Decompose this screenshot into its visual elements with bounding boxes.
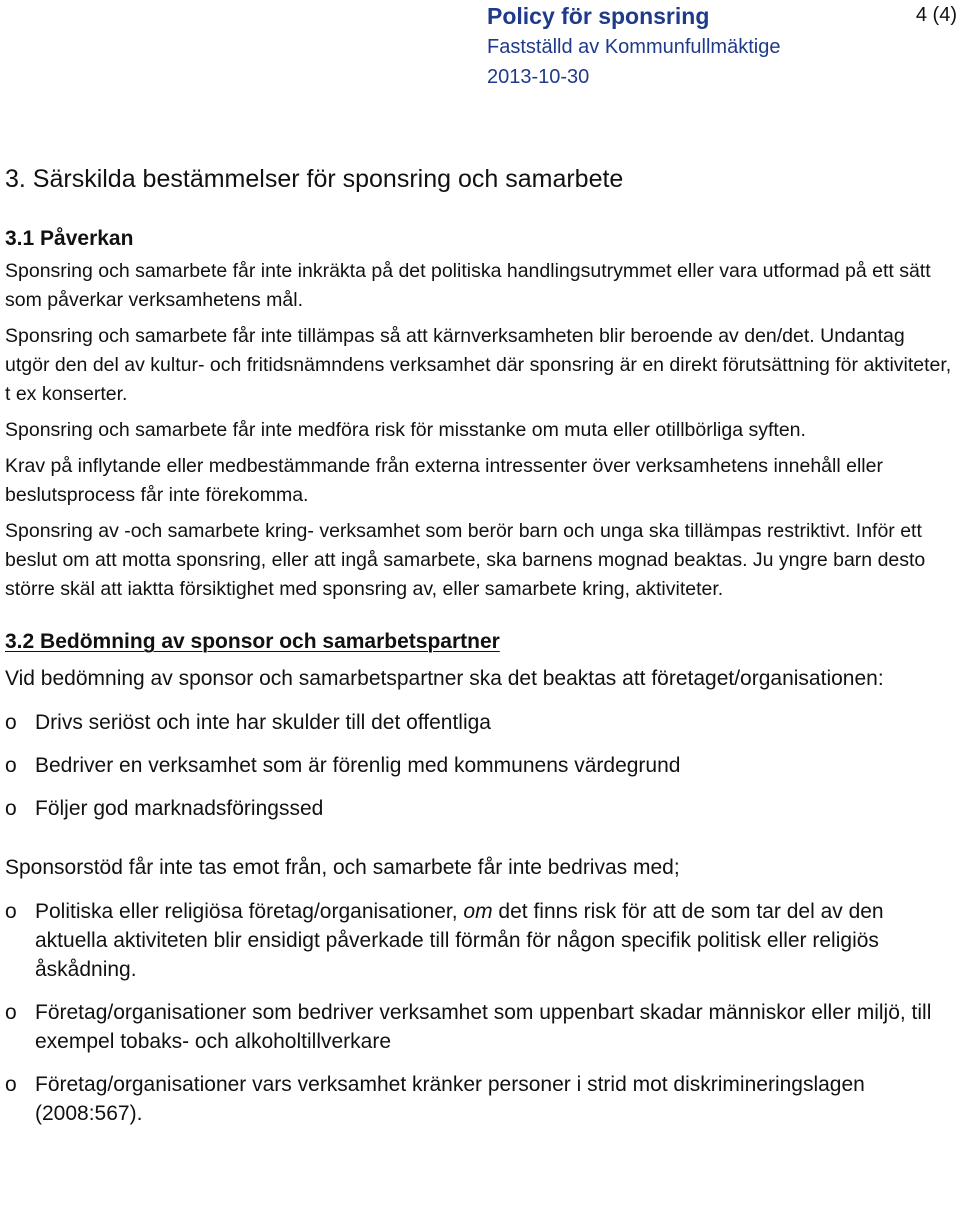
subsection-heading: 3.1 Påverkan (5, 227, 134, 250)
list-item (5, 998, 953, 1056)
paragraph: Sponsring av -och samarbete kring- verksamhet som berör barn och unga ska tillämpas restriktivt. Inför ett beslut om att motta sponsring, eller att ingå samarbete, ska barnens mognad beaktas. Ju yngre barn desto större skäl att iaktta försiktighet med sponsring av, eller samarbete kring, aktiviteter. (5, 520, 926, 600)
document-body (5, 163, 953, 1142)
list-item (5, 897, 953, 984)
bullet-icon: o (5, 900, 17, 923)
page-header (487, 0, 957, 100)
subsection-heading: 3.2 Bedömning av sponsor och samarbetspartner (5, 630, 500, 653)
bullet-icon: o (5, 1073, 17, 1096)
list-item (5, 751, 953, 780)
page-number: 4 (4) (915, 4, 957, 26)
list-item-text: Drivs seriöst och inte har skulder till det offentliga (35, 711, 491, 734)
emphasis-text: om (463, 900, 493, 923)
paragraph: Vid bedömning av sponsor och samarbetspartner ska det beaktas att företaget/organisationen: (5, 667, 884, 690)
document-subtitle: Fastställd av Kommunfullmäktige (487, 36, 781, 58)
paragraph: Krav på inflytande eller medbestämmande från externa intressenter över verksamhetens innehåll eller beslutsprocess får inte förekomma. (5, 455, 883, 506)
document-date: 2013-10-30 (487, 66, 590, 88)
paragraph: Sponsorstöd får inte tas emot från, och samarbete får inte bedrivas med; (5, 856, 680, 879)
paragraph: Sponsring och samarbete får inte inkräkta på det politiska handlingsutrymmet eller vara utformad på ett sätt som påverkar verksamhetens mål. (5, 260, 931, 311)
list-item (5, 1070, 953, 1128)
list-item-text: Följer god marknadsföringssed (35, 797, 324, 820)
list-item-text: Bedriver en verksamhet som är förenlig med kommunens värdegrund (35, 754, 681, 777)
subsection-3-1 (5, 225, 953, 604)
bullet-icon: o (5, 711, 17, 734)
subsection-3-2 (5, 628, 953, 1128)
paragraph: Sponsring och samarbete får inte tillämpas så att kärnverksamheten blir beroende av den/det. Undantag utgör den del av kultur- och fritidsnämndens verksamhet där sponsring är en direkt förutsättning för aktiviteter, t ex konserter. (5, 325, 952, 405)
list-item-text: Företag/organisationer som bedriver verksamhet som uppenbart skadar människor eller miljö, till exempel tobaks- och alkoholtillverkare (35, 1001, 932, 1053)
bullet-icon: o (5, 797, 17, 820)
list-item-text: det finns risk för att de som tar del av den aktuella aktiviteten blir ensidigt påverkade till förmån för någon specifik politisk eller religiös åskådning. (35, 900, 884, 981)
list-item-text: Politiska eller religiösa företag/organisationer, (35, 900, 464, 923)
bullet-icon: o (5, 1001, 17, 1024)
document-title: Policy för sponsring (487, 3, 710, 29)
restrictions-list (5, 897, 953, 1128)
list-item (5, 708, 953, 737)
list-item (5, 794, 953, 823)
bullet-icon: o (5, 754, 17, 777)
paragraph: Sponsring och samarbete får inte medföra risk för misstanke om muta eller otillbörliga syften. (5, 419, 806, 441)
criteria-list (5, 708, 953, 823)
section-heading: 3. Särskilda bestämmelser för sponsring och samarbete (5, 165, 624, 193)
list-item-text: Företag/organisationer vars verksamhet kränker personer i strid mot diskrimineringslagen (2008:567). (35, 1073, 865, 1125)
